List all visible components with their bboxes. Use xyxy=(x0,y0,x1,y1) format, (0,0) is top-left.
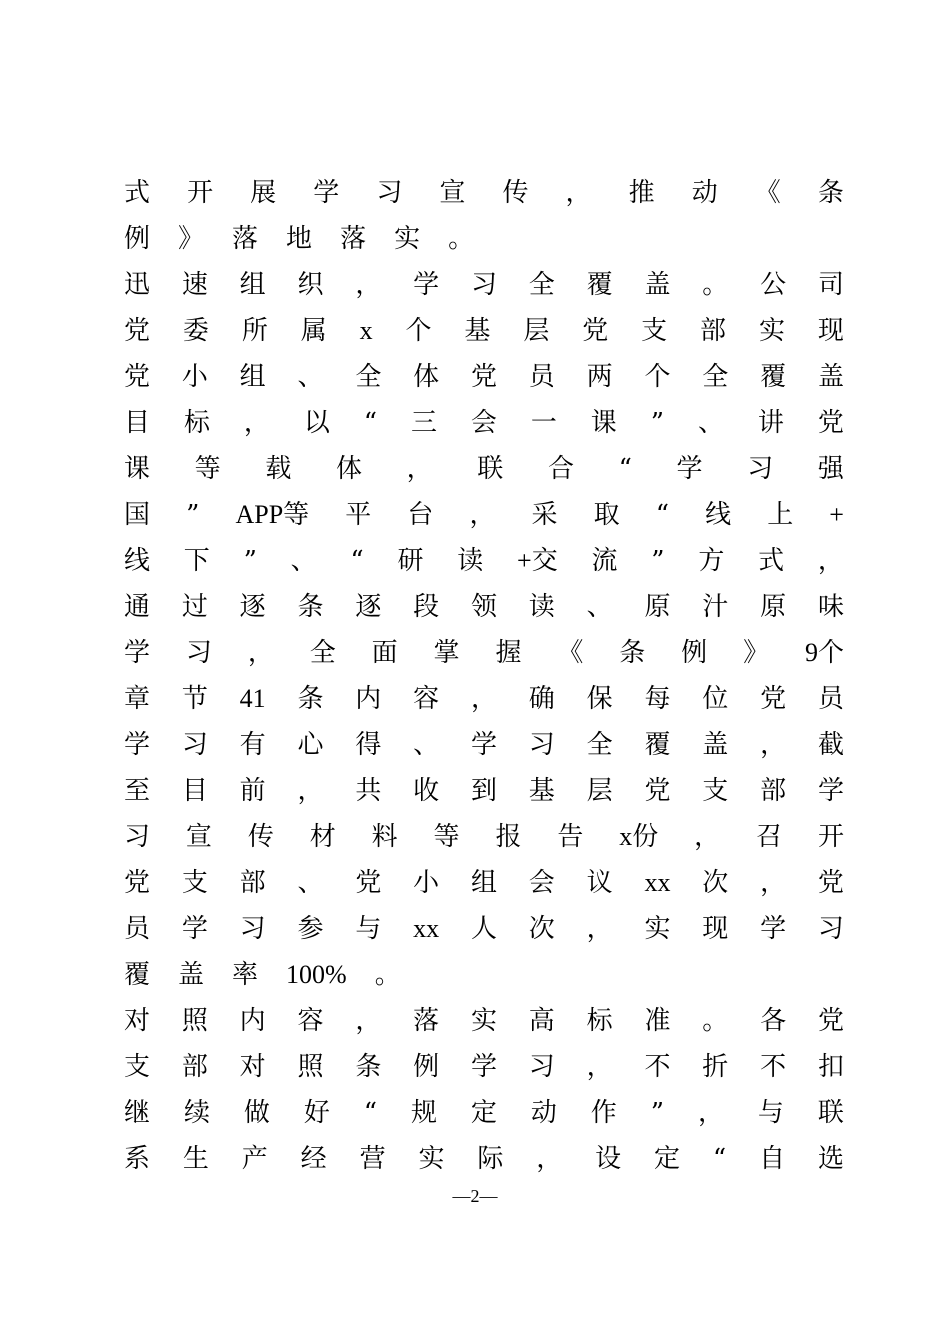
text-token: 动 xyxy=(530,1098,557,1128)
text-token: 报 xyxy=(495,822,522,852)
text-token: 段 xyxy=(413,592,440,622)
text-token: 9个 xyxy=(804,638,844,667)
text-token: 次 xyxy=(702,868,729,898)
text-token: 准 xyxy=(644,1006,671,1036)
text-token: 高 xyxy=(528,1006,555,1036)
text-token: 。 xyxy=(702,270,729,300)
text-token: ， xyxy=(586,1052,613,1082)
text-token: 掌 xyxy=(433,638,460,668)
text-line xyxy=(124,814,844,860)
text-token: 下 xyxy=(183,546,210,576)
text-token: 党 xyxy=(355,868,382,898)
text-token: 好 xyxy=(303,1098,330,1128)
text-token: 联 xyxy=(817,1098,844,1128)
text-line xyxy=(124,170,844,216)
text-token: 方 xyxy=(698,546,725,576)
text-token: 续 xyxy=(183,1098,210,1128)
text-token: 落 xyxy=(232,224,259,254)
text-line xyxy=(124,1090,844,1136)
text-token: 等 xyxy=(194,454,221,484)
text-token: 过 xyxy=(181,592,208,622)
text-token: 内 xyxy=(239,1006,266,1036)
text-token: 盖 xyxy=(817,362,844,392)
text-token: 标 xyxy=(586,1006,613,1036)
text-token: 保 xyxy=(586,684,613,714)
text-token: 推 xyxy=(628,178,655,208)
text-token: 节 xyxy=(181,684,208,714)
text-token: 学 xyxy=(413,270,440,300)
text-token: ” xyxy=(243,546,257,576)
text-line xyxy=(124,492,844,538)
text-token: 至 xyxy=(124,776,151,806)
text-token: 盖 xyxy=(644,270,671,300)
text-token: 习 xyxy=(528,1052,555,1082)
text-token: 学 xyxy=(676,454,703,484)
text-token: 习 xyxy=(376,178,403,208)
text-token: 共 xyxy=(355,776,382,806)
text-token: 三 xyxy=(410,408,437,438)
text-token: 条 xyxy=(297,592,324,622)
text-line xyxy=(124,860,844,906)
text-token: 读 xyxy=(528,592,555,622)
text-token: 率 xyxy=(232,960,259,990)
text-token: 个 xyxy=(644,362,671,392)
text-token: 原 xyxy=(760,592,787,622)
text-token: 以 xyxy=(303,408,330,438)
text-token: 参 xyxy=(297,914,324,944)
text-token: 覆 xyxy=(760,362,787,392)
text-token: 次 xyxy=(528,914,555,944)
text-token: 到 xyxy=(470,776,497,806)
text-token: ， xyxy=(697,1098,724,1128)
text-token: 得 xyxy=(355,730,382,760)
text-token: 开 xyxy=(817,822,844,852)
text-token: 国 xyxy=(124,500,151,530)
text-token: 织 xyxy=(297,270,324,300)
text-token: 合 xyxy=(547,454,574,484)
text-line xyxy=(124,1136,844,1182)
text-token: 确 xyxy=(528,684,555,714)
text-token: 、 xyxy=(586,592,613,622)
text-line xyxy=(124,768,844,814)
text-token: 员 xyxy=(124,914,151,944)
text-token: 采 xyxy=(531,500,558,530)
text-token: 个 xyxy=(405,316,432,346)
text-token: 强 xyxy=(817,454,844,484)
text-token: 党 xyxy=(124,868,151,898)
body-text xyxy=(124,170,844,1182)
text-token: 落 xyxy=(413,1006,440,1036)
text-token: 习 xyxy=(185,638,212,668)
text-token: +交 xyxy=(517,546,558,575)
text-token: 定 xyxy=(654,1144,681,1174)
text-token: 》 xyxy=(178,224,205,254)
text-token: 会 xyxy=(528,868,555,898)
text-token: 盖 xyxy=(178,960,205,990)
text-line xyxy=(124,354,844,400)
text-token: 覆 xyxy=(586,270,613,300)
text-token: 学 xyxy=(470,730,497,760)
text-token: 逐 xyxy=(239,592,266,622)
text-token: ， xyxy=(760,730,787,760)
text-line xyxy=(124,630,844,676)
text-token: 体 xyxy=(413,362,440,392)
text-token: ， xyxy=(247,638,274,668)
text-token: 条 xyxy=(619,638,646,668)
text-token: 全 xyxy=(355,362,382,392)
text-token: 通 xyxy=(124,592,151,622)
text-token: 员 xyxy=(528,362,555,392)
text-token: 不 xyxy=(644,1052,671,1082)
text-line xyxy=(124,998,844,1044)
text-token: 一 xyxy=(530,408,557,438)
text-token: 生 xyxy=(182,1144,209,1174)
text-token: 课 xyxy=(590,408,617,438)
text-token: 全 xyxy=(528,270,555,300)
text-token: “ xyxy=(618,454,632,484)
text-token: 宣 xyxy=(439,178,466,208)
text-token: 做 xyxy=(243,1098,270,1128)
text-token: 全 xyxy=(586,730,613,760)
text-token: ， xyxy=(536,1144,563,1174)
text-token: 继 xyxy=(124,1098,151,1128)
text-token: 层 xyxy=(523,316,550,346)
text-token: ” xyxy=(650,1098,665,1128)
text-token: ， xyxy=(469,500,496,530)
text-line xyxy=(124,676,844,722)
text-token: 小 xyxy=(413,868,440,898)
text-token: 对 xyxy=(124,1006,151,1036)
text-line xyxy=(124,446,844,492)
text-token: 心 xyxy=(297,730,324,760)
text-token: 收 xyxy=(413,776,440,806)
text-token: 实 xyxy=(394,224,421,254)
text-token: 与 xyxy=(757,1098,784,1128)
text-token: 支 xyxy=(702,776,729,806)
text-token: ， xyxy=(760,868,787,898)
text-token: 41 xyxy=(239,684,266,713)
text-token: 党 xyxy=(817,868,844,898)
text-token: 位 xyxy=(702,684,729,714)
text-token: 全 xyxy=(309,638,336,668)
text-token: ， xyxy=(243,408,270,438)
text-token: 照 xyxy=(297,1052,324,1082)
text-line xyxy=(124,216,844,262)
text-token: 动 xyxy=(691,178,718,208)
text-token: 实 xyxy=(418,1144,445,1174)
text-token: 条 xyxy=(355,1052,382,1082)
text-line xyxy=(124,308,844,354)
text-token: 不 xyxy=(760,1052,787,1082)
text-token: 现 xyxy=(817,316,844,346)
text-token: 议 xyxy=(586,868,613,898)
text-token: 体 xyxy=(335,454,362,484)
text-token: ” xyxy=(651,546,665,576)
text-token: “ xyxy=(363,408,378,438)
text-token: 部 xyxy=(181,1052,208,1082)
text-token: 员 xyxy=(817,684,844,714)
text-token: 支 xyxy=(124,1052,151,1082)
text-token: 。 xyxy=(374,960,401,990)
text-token: 学 xyxy=(124,638,151,668)
page-number: —2— xyxy=(452,1186,498,1206)
text-token: 部 xyxy=(239,868,266,898)
text-token: 际 xyxy=(477,1144,504,1174)
text-token: 落 xyxy=(340,224,367,254)
text-token: 选 xyxy=(817,1144,844,1174)
text-token: 实 xyxy=(644,914,671,944)
text-token: 式 xyxy=(758,546,785,576)
text-token: 宣 xyxy=(185,822,212,852)
text-token: 学 xyxy=(817,776,844,806)
text-token: 扣 xyxy=(817,1052,844,1082)
text-token: 基 xyxy=(528,776,555,806)
text-token: 规 xyxy=(410,1098,437,1128)
text-token: 组 xyxy=(239,362,266,392)
text-token: 委 xyxy=(182,316,209,346)
text-token: 习 xyxy=(747,454,774,484)
text-line xyxy=(124,262,844,308)
text-token: 台 xyxy=(407,500,434,530)
text-token: 、 xyxy=(697,408,724,438)
text-token: 公 xyxy=(760,270,787,300)
text-token: 习 xyxy=(817,914,844,944)
text-token: 小 xyxy=(181,362,208,392)
text-token: 。 xyxy=(448,224,475,254)
text-token: 会 xyxy=(470,408,497,438)
text-token: x份 xyxy=(619,822,659,851)
text-token: 告 xyxy=(557,822,584,852)
text-token: 100% xyxy=(286,960,347,989)
text-token: 党 xyxy=(124,316,151,346)
text-token: 自 xyxy=(759,1144,786,1174)
text-line xyxy=(124,952,844,998)
text-token: 现 xyxy=(702,914,729,944)
text-token: 截 xyxy=(817,730,844,760)
text-token: ， xyxy=(355,1006,382,1036)
text-token: ， xyxy=(406,454,433,484)
text-token: + xyxy=(829,500,844,529)
text-token: 容 xyxy=(413,684,440,714)
text-token: 传 xyxy=(502,178,529,208)
text-token: ， xyxy=(355,270,382,300)
text-token: 学 xyxy=(124,730,151,760)
text-token: 组 xyxy=(239,270,266,300)
text-token: 逐 xyxy=(355,592,382,622)
text-token: 各 xyxy=(760,1006,787,1036)
text-token: 党 xyxy=(582,316,609,346)
text-token: 支 xyxy=(641,316,668,346)
text-token: 产 xyxy=(241,1144,268,1174)
text-token: ， xyxy=(694,822,721,852)
text-token: 《 xyxy=(557,638,584,668)
text-token: 《 xyxy=(754,178,781,208)
text-token: 、 xyxy=(413,730,440,760)
text-token: 作 xyxy=(590,1098,617,1128)
text-line xyxy=(124,538,844,584)
text-token: “ xyxy=(655,500,670,530)
text-token: 层 xyxy=(586,776,613,806)
text-token: 迅 xyxy=(124,270,151,300)
text-token: 》 xyxy=(743,638,770,668)
text-token: 习 xyxy=(124,822,151,852)
text-token: 两 xyxy=(586,362,613,392)
text-token: ， xyxy=(470,684,497,714)
text-token: 条 xyxy=(817,178,844,208)
text-token: 上 xyxy=(767,500,794,530)
text-token: 式 xyxy=(124,178,151,208)
text-token: x xyxy=(359,316,373,345)
text-token: 。 xyxy=(702,1006,729,1036)
text-token: 有 xyxy=(239,730,266,760)
text-token: 定 xyxy=(470,1098,497,1128)
text-token: 经 xyxy=(300,1144,327,1174)
text-token: ， xyxy=(817,546,844,576)
text-token: 地 xyxy=(286,224,313,254)
text-token: “ xyxy=(350,546,364,576)
text-token: 材 xyxy=(309,822,336,852)
text-token: 学 xyxy=(181,914,208,944)
text-token: 基 xyxy=(464,316,491,346)
text-token: APP等 xyxy=(235,500,310,529)
text-token: 等 xyxy=(433,822,460,852)
text-token: 全 xyxy=(702,362,729,392)
text-token: 标 xyxy=(183,408,210,438)
text-token: 研 xyxy=(397,546,424,576)
text-token: 实 xyxy=(470,1006,497,1036)
text-token: “ xyxy=(712,1144,727,1174)
text-line xyxy=(124,906,844,952)
text-token: 覆 xyxy=(644,730,671,760)
text-token: 盖 xyxy=(702,730,729,760)
text-token: 课 xyxy=(124,454,151,484)
text-token: 例 xyxy=(124,224,151,254)
text-token: 每 xyxy=(644,684,671,714)
text-token: 取 xyxy=(593,500,620,530)
text-token: 学 xyxy=(313,178,340,208)
text-token: 司 xyxy=(817,270,844,300)
text-token: ， xyxy=(565,178,592,208)
text-token: ” xyxy=(650,408,665,438)
text-token: 部 xyxy=(760,776,787,806)
text-token: 料 xyxy=(371,822,398,852)
text-token: ， xyxy=(586,914,613,944)
text-token: 党 xyxy=(470,362,497,392)
text-token: 条 xyxy=(297,684,324,714)
text-token: 习 xyxy=(239,914,266,944)
text-token: 党 xyxy=(644,776,671,806)
text-token: 习 xyxy=(528,730,555,760)
text-token: 味 xyxy=(817,592,844,622)
text-token: 支 xyxy=(181,868,208,898)
text-token: ” xyxy=(186,500,200,530)
text-token: 所 xyxy=(241,316,268,346)
text-token: 开 xyxy=(187,178,214,208)
text-token: 内 xyxy=(355,684,382,714)
text-token: 载 xyxy=(265,454,292,484)
text-token: 、 xyxy=(297,362,324,392)
text-token: 汁 xyxy=(702,592,729,622)
text-token: 章 xyxy=(124,684,151,714)
text-token: 习 xyxy=(470,270,497,300)
text-token: 流 xyxy=(591,546,618,576)
text-token: 平 xyxy=(345,500,372,530)
text-token: 展 xyxy=(250,178,277,208)
text-token: 召 xyxy=(756,822,783,852)
text-token: 目 xyxy=(181,776,208,806)
text-token: 党 xyxy=(760,684,787,714)
text-token: 容 xyxy=(297,1006,324,1036)
text-token: 、 xyxy=(297,868,324,898)
text-token: 学 xyxy=(470,1052,497,1082)
text-token: 折 xyxy=(702,1052,729,1082)
text-token: 传 xyxy=(247,822,274,852)
text-token: 面 xyxy=(371,638,398,668)
text-token: 联 xyxy=(477,454,504,484)
text-token: 部 xyxy=(700,316,727,346)
text-token: “ xyxy=(363,1098,378,1128)
text-token: xx xyxy=(413,914,440,943)
text-token: 系 xyxy=(124,1144,151,1174)
text-token: 握 xyxy=(495,638,522,668)
text-token: 党 xyxy=(124,362,151,392)
text-token: 对 xyxy=(239,1052,266,1082)
text-token: 例 xyxy=(413,1052,440,1082)
text-token: 线 xyxy=(705,500,732,530)
text-token: ， xyxy=(297,776,324,806)
text-line xyxy=(124,1044,844,1090)
text-token: 营 xyxy=(359,1144,386,1174)
text-token: 党 xyxy=(817,408,844,438)
text-token: 领 xyxy=(470,592,497,622)
text-token: 实 xyxy=(758,316,785,346)
text-token: 速 xyxy=(181,270,208,300)
text-token: 覆 xyxy=(124,960,151,990)
text-token: 读 xyxy=(457,546,484,576)
text-line xyxy=(124,400,844,446)
text-line xyxy=(124,722,844,768)
text-token: 习 xyxy=(181,730,208,760)
text-token: 原 xyxy=(644,592,671,622)
text-line xyxy=(124,584,844,630)
text-token: 人 xyxy=(470,914,497,944)
text-token: 前 xyxy=(239,776,266,806)
text-token: 照 xyxy=(181,1006,208,1036)
text-token: xx xyxy=(644,868,671,897)
text-token: 学 xyxy=(760,914,787,944)
text-token: 与 xyxy=(355,914,382,944)
text-token: 、 xyxy=(290,546,317,576)
text-token: 党 xyxy=(817,1006,844,1036)
text-token: 讲 xyxy=(757,408,784,438)
text-token: 目 xyxy=(124,408,151,438)
text-token: 属 xyxy=(300,316,327,346)
text-token: 线 xyxy=(124,546,151,576)
text-token: 设 xyxy=(595,1144,622,1174)
text-token: 组 xyxy=(470,868,497,898)
text-token: 例 xyxy=(681,638,708,668)
